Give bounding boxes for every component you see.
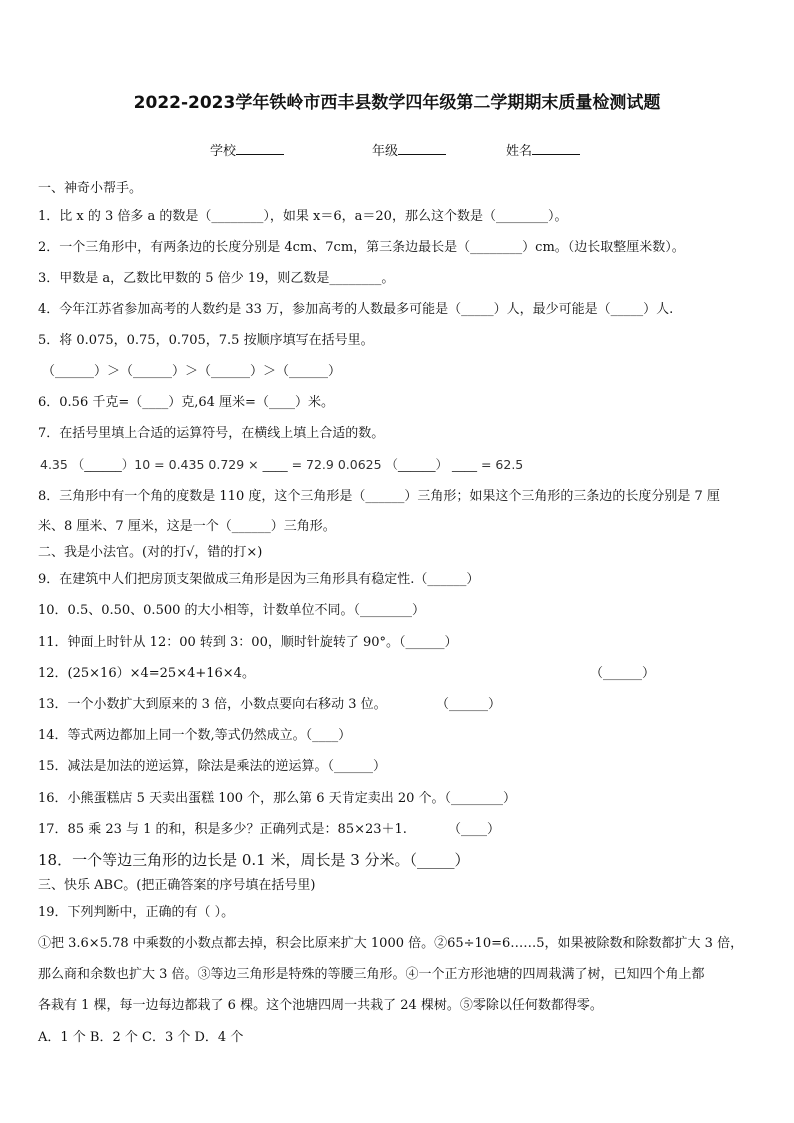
question-15: 15．减法是加法的逆运算，除法是乘法的逆运算。（______） xyxy=(38,759,387,774)
school-field xyxy=(210,140,284,159)
question-12: 12．(25×16）×4=25×4+16×4。 xyxy=(38,666,255,681)
question-12-answer-blank[interactable]: （______） xyxy=(590,666,656,681)
grade-field xyxy=(372,140,446,159)
school-blank[interactable] xyxy=(236,142,284,155)
name-field xyxy=(506,140,580,159)
question-2: 2．一个三角形中，有两条边的长度分别是 4cm、7cm，第三条边最长是（________）cm。（边长取整厘米数）。 xyxy=(38,240,685,255)
question-17: 17．85 乘 23 与 1 的和，积是多少？正确列式是：85×23＋1. xyxy=(38,822,407,837)
question-19-statement-line-3: 各栽有 1 棵，每一边每边都栽了 6 棵。这个池塘四周一共栽了 24 棵树。⑤零除以任何数都得零。 xyxy=(38,998,603,1013)
name-blank[interactable] xyxy=(532,142,580,155)
question-19-options: A．1 个 B．2 个 C．3 个 D．4 个 xyxy=(38,1030,244,1045)
question-19-statement-line-1: ①把 3.6×5.78 中乘数的小数点都去掉，积会比原来扩大 1000 倍。②65÷10=6……5，如果被除数和除数都扩大 3 倍， xyxy=(38,936,744,951)
question-6: 6．0.56 千克=（____）克,64 厘米=（____）米。 xyxy=(38,395,334,410)
question-17-answer-blank[interactable]: （____） xyxy=(448,822,501,837)
question-18: 18．一个等边三角形的边长是 0.1 米，周长是 3 分米。（_____） xyxy=(38,851,470,869)
grade-blank[interactable] xyxy=(398,142,446,155)
question-5-blanks: （______）＞（______）＞（______）＞（______） xyxy=(42,364,342,379)
question-4: 4．今年江苏省参加高考的人数约是 33 万，参加高考的人数最多可能是（_____）人，最少可能是（_____）人. xyxy=(38,302,674,317)
question-13: 13．一个小数扩大到原来的 3 倍，小数点要向右移动 3 位。 xyxy=(38,697,387,712)
section-3-heading: 三、快乐 ABC。(把正确答案的序号填在括号里) xyxy=(38,878,316,893)
grade-label: 年级 xyxy=(372,144,399,159)
question-19-statement-line-2: 那么商和余数也扩大 3 倍。③等边三角形是特殊的等腰三角形。④一个正方形池塘的四周栽满了树，已知四个角上都 xyxy=(38,967,705,982)
question-1: 1．比 x 的 3 倍多 a 的数是（________），如果 x＝6，a＝20，那么这个数是（________）。 xyxy=(38,209,568,224)
name-label: 姓名 xyxy=(506,144,533,159)
school-label: 学校 xyxy=(210,144,237,159)
question-7: 7．在括号里填上合适的运算符号，在横线上填上合适的数。 xyxy=(38,426,385,441)
question-8-line-1: 8．三角形中有一个角的度数是 110 度，这个三角形是（______）三角形；如果这个三角形的三条边的长度分别是 7 厘 xyxy=(38,489,720,504)
question-3: 3．甲数是 a，乙数比甲数的 5 倍少 19，则乙数是________。 xyxy=(38,271,395,286)
question-9: 9．在建筑中人们把房顶支架做成三角形是因为三角形具有稳定性.（______） xyxy=(38,572,480,587)
question-13-answer-blank[interactable]: （______） xyxy=(436,697,502,712)
question-16: 16．小熊蛋糕店 5 天卖出蛋糕 100 个，那么第 6 天肯定卖出 20 个。（________） xyxy=(38,791,516,806)
question-11: 11．钟面上时针从 12：00 转到 3：00，顺时针旋转了 90°。（______） xyxy=(38,635,458,650)
section-1-heading: 一、神奇小帮手。 xyxy=(38,181,143,196)
question-8-line-2: 米、8 厘米、7 厘米，这是一个（______）三角形。 xyxy=(38,519,336,534)
question-14: 14．等式两边都加上同一个数,等式仍然成立。（____） xyxy=(38,728,352,743)
question-5: 5．将 0.075，0.75，0.705，7.5 按顺序填写在括号里。 xyxy=(38,333,374,348)
question-10: 10．0.5、0.50、0.500 的大小相等，计数单位不同。（________） xyxy=(38,603,426,618)
page-title: 2022-2023学年铁岭市西丰县数学四年级第二学期期末质量检测试题 xyxy=(133,93,661,113)
section-2-heading: 二、我是小法官。(对的打√，错的打×) xyxy=(38,545,263,560)
question-19: 19．下列判断中，正确的有（ ）。 xyxy=(38,905,235,920)
question-7-expressions: 4.35 （______）10 = 0.435 0.729 × ____ = 72.9 0.0625 （______） ____ = 62.5 xyxy=(40,457,524,472)
